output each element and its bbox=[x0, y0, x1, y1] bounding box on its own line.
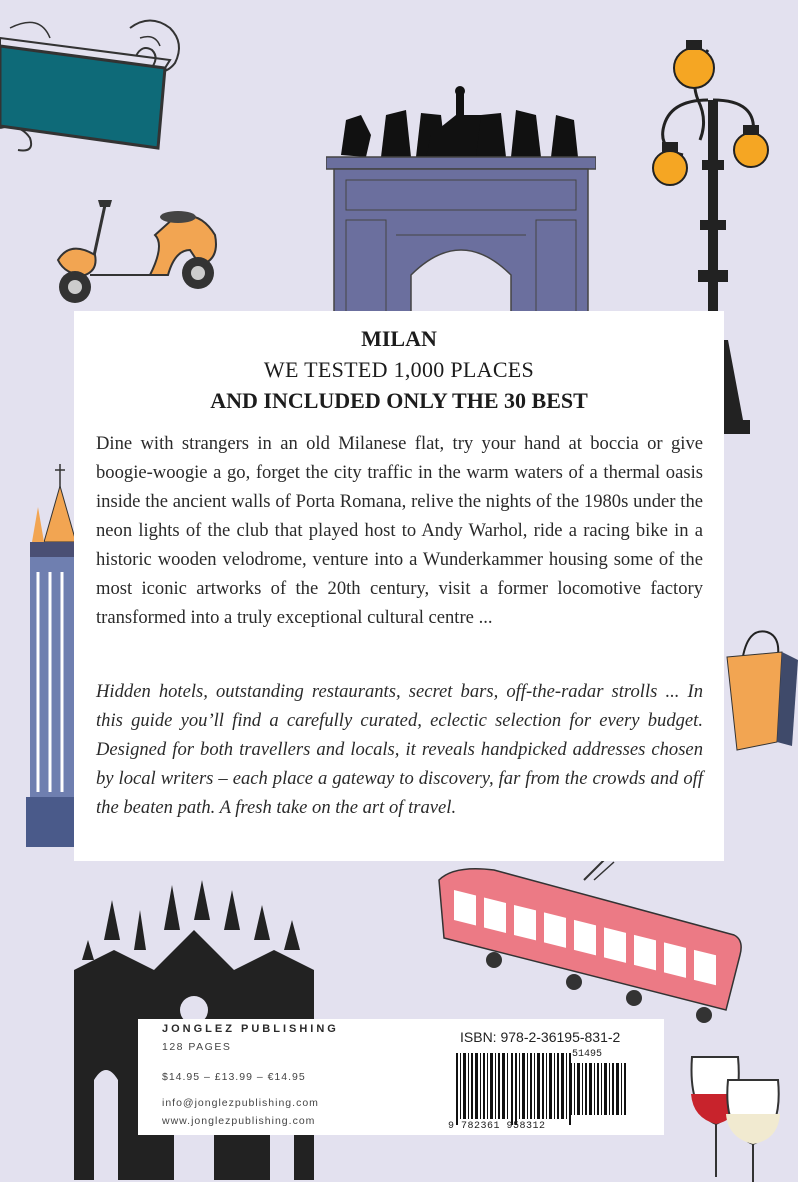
street-sign-icon bbox=[0, 8, 200, 158]
tram-icon bbox=[434, 860, 746, 1025]
isbn-label: ISBN: 978-2-36195-831-2 bbox=[460, 1029, 621, 1045]
price-barcode-icon bbox=[568, 1063, 630, 1115]
publisher-name: JONGLEZ PUBLISHING bbox=[162, 1023, 339, 1035]
description-paragraph: Dine with strangers in an old Milanese flat, try your hand at boccia or give boogie-woogie a go, forget the city traffic in the warm waters of a thermal oasis inside the ancient walls of Porta Romana, relive the nights of the 1980s under the neon lights of the club that played host to Andy Warhol, ride a racing bike in a historic wooden velodrome, venture into a Wunderkammer housing some of the most iconic artworks of the 20th century, visit a former locomotive factory transformed into a truly exceptional cultural centre ... bbox=[96, 433, 703, 628]
wine-glasses-icon bbox=[688, 1052, 798, 1182]
publisher-website[interactable]: www.jonglezpublishing.com bbox=[162, 1115, 316, 1127]
publisher-email[interactable]: info@jonglezpublishing.com bbox=[162, 1097, 319, 1109]
page-count: 128 PAGES bbox=[162, 1041, 232, 1053]
description-panel bbox=[74, 311, 724, 861]
barcode-icon bbox=[454, 1053, 574, 1125]
scooter-icon bbox=[50, 195, 225, 310]
prices: $14.95 – £13.99 – €14.95 bbox=[162, 1071, 306, 1083]
arch-of-peace-icon bbox=[326, 85, 596, 315]
shopping-bag-icon bbox=[722, 622, 798, 754]
headline bbox=[74, 323, 724, 416]
city-title: MILAN bbox=[361, 326, 437, 351]
publisher-box bbox=[138, 1019, 664, 1135]
headline-tagline: AND INCLUDED ONLY THE 30 BEST bbox=[210, 388, 588, 413]
price-code: 51495 bbox=[572, 1049, 603, 1060]
headline-subtitle: WE TESTED 1,000 PLACES bbox=[263, 357, 535, 382]
tagline-paragraph: Hidden hotels, outstanding restaurants, secret bars, off-the-radar strolls ... In this guide you’ll find a carefully curated, eclectic selection for every budget. Designed for both travellers and locals, it reveals handpicked addresses chosen by local writers – each place a gateway to discovery, far from the crowds and off the beaten path. A fresh take on the art of travel. bbox=[96, 681, 703, 818]
tower-icon bbox=[24, 462, 76, 847]
barcode-digits: 9 782361 958312 bbox=[448, 1121, 546, 1132]
